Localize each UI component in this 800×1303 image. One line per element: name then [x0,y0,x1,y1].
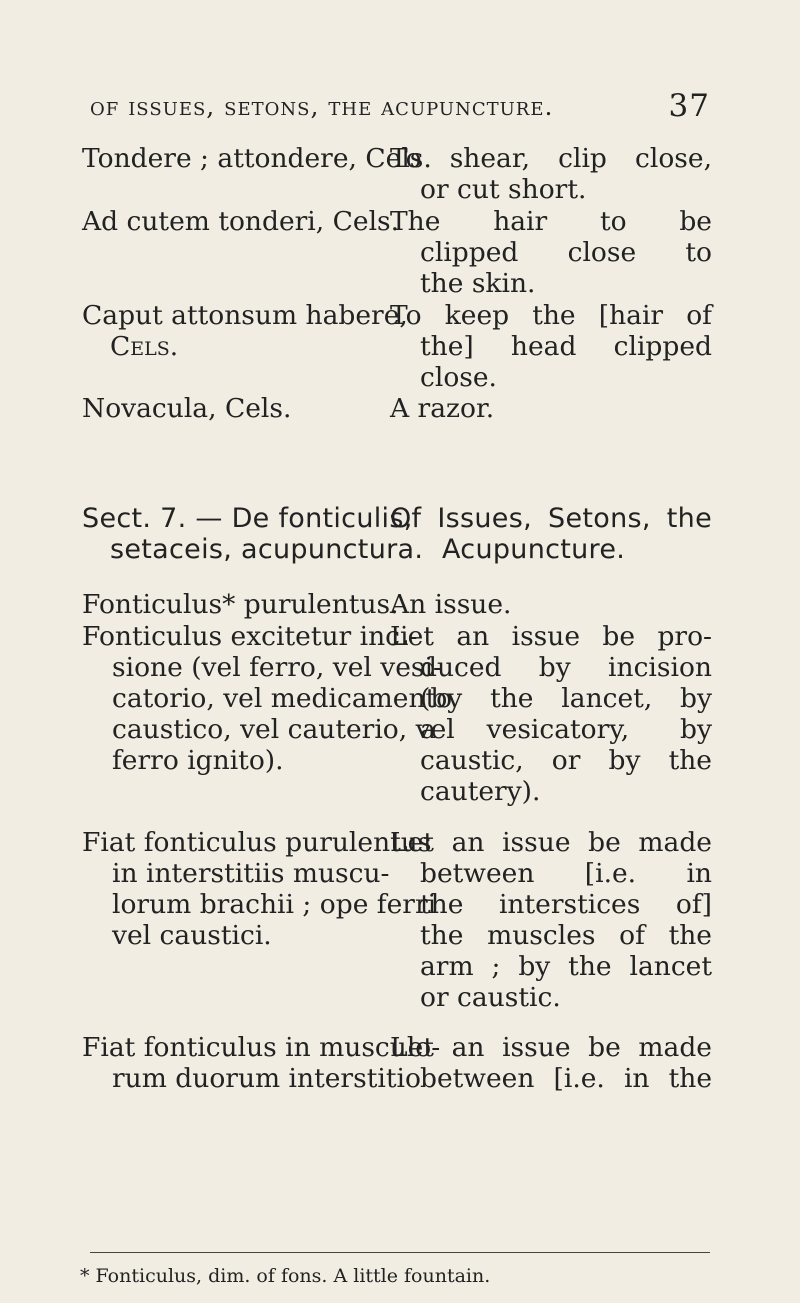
latin-line: Caput attonsum habere, [82,300,408,331]
english-text [390,1032,712,1094]
latin-text [82,1032,441,1094]
english-line: Acupuncture. [442,534,626,565]
latin-line: lorum brachii ; ope ferri [112,889,437,920]
english-line: An issue. [390,589,512,620]
latin-line: Fiat fonticulus in musculo- [82,1032,441,1063]
english-line: between [i.e. in the [420,1063,712,1094]
english-line: To shear, clip close, [390,143,712,174]
latin-line: Tondere ; attondere, Cels. [82,143,432,174]
english-line: Let an issue be pro- [390,621,712,652]
english-text [390,206,712,299]
english-line: the muscles of the [420,920,712,951]
english-line: a vesicatory, by [420,714,712,745]
english-line: close. [420,362,497,393]
english-text [390,827,712,1013]
latin-line: Ad cutem tonderi, Cels. [82,206,400,237]
english-line: the skin. [420,268,536,299]
english-heading [390,503,712,565]
latin-text [82,393,382,424]
latin-line: setaceis, acupunctura. [110,534,424,565]
english-text [390,589,712,620]
english-text [390,393,712,424]
english-line: clipped close to [420,237,712,268]
latin-text [82,827,437,951]
english-line: duced by incision [420,652,712,683]
latin-line: Fonticulus excitetur inci- [82,621,418,652]
running-header [90,88,710,128]
footnote: * Fonticulus, dim. of fons. A little fountain. [80,1265,491,1287]
english-line: caustic, or by the [420,745,712,776]
english-line: Let an issue be made [390,827,712,858]
latin-heading [82,503,424,565]
latin-line: Novacula, Cels. [82,393,292,424]
latin-line: rum duorum interstitio [112,1063,421,1094]
english-line: (by the lancet, by [420,683,712,714]
english-line: or cut short. [420,174,587,205]
running-title: of issues, setons, the acupuncture. [90,92,554,121]
latin-text [82,206,400,237]
latin-line: in interstitiis muscu- [112,858,390,889]
latin-line: Sect. 7. — De fonticulis, [82,503,413,534]
latin-text [82,589,399,620]
english-line: Let an issue be made [390,1032,712,1063]
english-line: The hair to be [390,206,712,237]
english-line: cautery). [420,776,541,807]
english-text [390,300,712,393]
latin-text [82,621,455,776]
english-line: between [i.e. in [420,858,712,889]
english-line: To keep the [hair of [390,300,712,331]
latin-line: catorio, vel medicamento [112,683,453,714]
page-number: 37 [668,88,710,124]
english-line: A razor. [390,393,495,424]
latin-line: sione (vel ferro, vel vesi- [112,652,442,683]
latin-line: caustico, vel cauterio, vel [112,714,455,745]
english-line: the] head clipped [420,331,712,362]
english-line: Of Issues, Setons, the [390,503,712,534]
english-line: the interstices of] [420,889,712,920]
latin-line: ferro ignito). [112,745,284,776]
english-line: arm ; by the lancet [420,951,712,982]
english-line: or caustic. [420,982,561,1013]
latin-line: Fonticulus* purulentus. [82,589,399,620]
footnote-rule [90,1252,710,1253]
latin-text [82,143,432,174]
english-text [390,621,712,807]
english-text [390,143,712,205]
latin-line: vel caustici. [112,920,272,951]
latin-line: Cels. [110,331,179,362]
latin-line: Fiat fonticulus purulentus [82,827,432,858]
latin-text [82,300,408,362]
